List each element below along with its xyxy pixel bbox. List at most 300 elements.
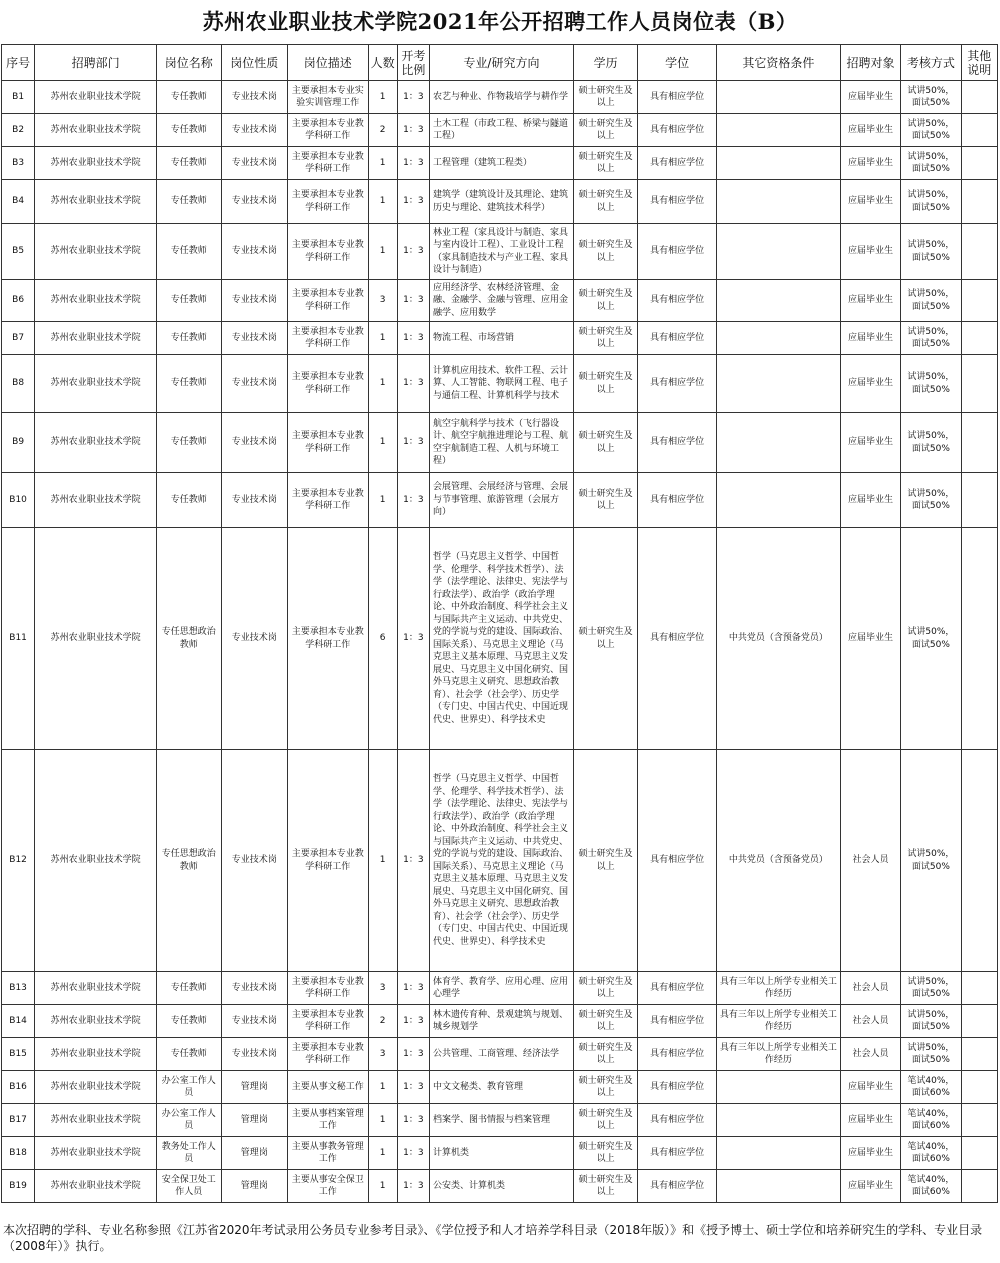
cell-count: 1	[368, 81, 397, 114]
cell-other-requirements	[716, 1104, 840, 1137]
cell-ratio: 1：3	[397, 114, 429, 147]
cell-assessment: 笔试40%，面试60%	[901, 1170, 961, 1203]
cell-degree: 具有相应学位	[638, 355, 717, 413]
cell-description: 主要承担本专业教学科研工作	[287, 180, 368, 224]
cell-education: 硕士研究生及以上	[573, 1137, 637, 1170]
page-title: 苏州农业职业技术学院2021年公开招聘工作人员岗位表（B）	[202, 9, 798, 34]
cell-other-requirements	[716, 114, 840, 147]
cell-dept: 苏州农业职业技术学院	[35, 114, 157, 147]
cell-dept: 苏州农业职业技术学院	[35, 355, 157, 413]
header-cell: 招聘对象	[840, 45, 900, 81]
cell-other-requirements	[716, 355, 840, 413]
cell-id: B4	[2, 180, 35, 224]
cell-assessment: 试讲50%，面试50%	[901, 528, 961, 750]
cell-position: 专任教师	[157, 147, 221, 180]
cell-major: 土木工程（市政工程、桥梁与隧道工程）	[429, 114, 573, 147]
cell-position: 办公室工作人员	[157, 1104, 221, 1137]
cell-position: 专任教师	[157, 81, 221, 114]
cell-assessment: 试讲50%，面试50%	[901, 114, 961, 147]
cell-target: 应届毕业生	[840, 180, 900, 224]
cell-position: 专任教师	[157, 413, 221, 473]
cell-nature: 专业技术岗	[221, 355, 287, 413]
cell-note	[961, 280, 997, 322]
cell-note	[961, 1071, 997, 1104]
cell-id: B11	[2, 528, 35, 750]
cell-target: 应届毕业生	[840, 114, 900, 147]
cell-major: 航空宇航科学与技术（飞行器设计、航空宇航推进理论与工程、航空宇航制造工程、人机与环境工程）	[429, 413, 573, 473]
cell-major: 公安类、计算机类	[429, 1170, 573, 1203]
cell-position: 安全保卫处工作人员	[157, 1170, 221, 1203]
cell-target: 应届毕业生	[840, 413, 900, 473]
cell-id: B17	[2, 1104, 35, 1137]
cell-dept: 苏州农业职业技术学院	[35, 972, 157, 1005]
cell-ratio: 1：3	[397, 1170, 429, 1203]
cell-description: 主要承担本专业教学科研工作	[287, 114, 368, 147]
cell-degree: 具有相应学位	[638, 322, 717, 355]
cell-ratio: 1：3	[397, 81, 429, 114]
cell-degree: 具有相应学位	[638, 1137, 717, 1170]
header-cell: 学位	[638, 45, 717, 81]
cell-education: 硕士研究生及以上	[573, 322, 637, 355]
cell-assessment: 试讲50%，面试50%	[901, 81, 961, 114]
cell-assessment: 试讲50%，面试50%	[901, 1005, 961, 1038]
cell-education: 硕士研究生及以上	[573, 413, 637, 473]
cell-education: 硕士研究生及以上	[573, 1104, 637, 1137]
cell-assessment: 笔试40%，面试60%	[901, 1104, 961, 1137]
cell-major: 农艺与种业、作物栽培学与耕作学	[429, 81, 573, 114]
cell-id: B18	[2, 1137, 35, 1170]
cell-major: 林业工程（家具设计与制造、家具与室内设计工程）、工业设计工程（家具制造技术与产业工程、家具设计与制造）	[429, 224, 573, 280]
cell-major: 应用经济学、农林经济管理、金融、金融学、金融与管理、应用金融学、应用数学	[429, 280, 573, 322]
cell-education: 硕士研究生及以上	[573, 81, 637, 114]
cell-assessment: 试讲50%，面试50%	[901, 972, 961, 1005]
cell-id: B2	[2, 114, 35, 147]
cell-note	[961, 1005, 997, 1038]
cell-id: B6	[2, 280, 35, 322]
cell-ratio: 1：3	[397, 972, 429, 1005]
cell-description: 主要承担本专业教学科研工作	[287, 1005, 368, 1038]
table-row	[2, 147, 998, 180]
header-cell: 招聘部门	[35, 45, 157, 81]
cell-count: 1	[368, 224, 397, 280]
cell-nature: 专业技术岗	[221, 750, 287, 972]
cell-other-requirements: 具有三年以上所学专业相关工作经历	[716, 1005, 840, 1038]
cell-degree: 具有相应学位	[638, 180, 717, 224]
table-row	[2, 413, 998, 473]
cell-ratio: 1：3	[397, 147, 429, 180]
cell-degree: 具有相应学位	[638, 1071, 717, 1104]
cell-count: 1	[368, 750, 397, 972]
cell-dept: 苏州农业职业技术学院	[35, 224, 157, 280]
cell-dept: 苏州农业职业技术学院	[35, 180, 157, 224]
cell-count: 1	[368, 1170, 397, 1203]
cell-id: B3	[2, 147, 35, 180]
cell-assessment: 笔试40%，面试60%	[901, 1137, 961, 1170]
cell-count: 3	[368, 1038, 397, 1071]
cell-nature: 专业技术岗	[221, 1038, 287, 1071]
table-row	[2, 1005, 998, 1038]
cell-education: 硕士研究生及以上	[573, 1005, 637, 1038]
cell-note	[961, 528, 997, 750]
cell-description: 主要承担本专业教学科研工作	[287, 322, 368, 355]
cell-assessment: 试讲50%，面试50%	[901, 750, 961, 972]
cell-id: B7	[2, 322, 35, 355]
cell-other-requirements: 中共党员（含预备党员）	[716, 528, 840, 750]
cell-degree: 具有相应学位	[638, 1104, 717, 1137]
cell-id: B13	[2, 972, 35, 1005]
cell-ratio: 1：3	[397, 322, 429, 355]
cell-degree: 具有相应学位	[638, 81, 717, 114]
cell-major: 体育学、教育学、应用心理、应用心理学	[429, 972, 573, 1005]
cell-count: 2	[368, 114, 397, 147]
cell-major: 公共管理、工商管理、经济法学	[429, 1038, 573, 1071]
cell-nature: 管理岗	[221, 1104, 287, 1137]
cell-position: 专任教师	[157, 322, 221, 355]
cell-assessment: 试讲50%，面试50%	[901, 224, 961, 280]
cell-target: 应届毕业生	[840, 528, 900, 750]
cell-target: 应届毕业生	[840, 1104, 900, 1137]
cell-major: 物流工程、市场营销	[429, 322, 573, 355]
cell-other-requirements	[716, 180, 840, 224]
cell-description: 主要从事教务管理工作	[287, 1137, 368, 1170]
cell-description: 主要承担本专业教学科研工作	[287, 972, 368, 1005]
cell-nature: 管理岗	[221, 1170, 287, 1203]
cell-position: 专任教师	[157, 972, 221, 1005]
cell-description: 主要承担本专业教学科研工作	[287, 1038, 368, 1071]
cell-dept: 苏州农业职业技术学院	[35, 322, 157, 355]
header-cell: 其它资格条件	[716, 45, 840, 81]
cell-description: 主要承担本专业教学科研工作	[287, 147, 368, 180]
header-cell: 人数	[368, 45, 397, 81]
header-cell: 开考比例	[397, 45, 429, 81]
cell-dept: 苏州农业职业技术学院	[35, 1170, 157, 1203]
cell-degree: 具有相应学位	[638, 413, 717, 473]
cell-other-requirements	[716, 280, 840, 322]
cell-education: 硕士研究生及以上	[573, 1071, 637, 1104]
cell-id: B16	[2, 1071, 35, 1104]
header-row	[2, 45, 998, 81]
cell-dept: 苏州农业职业技术学院	[35, 528, 157, 750]
header-cell: 岗位名称	[157, 45, 221, 81]
cell-id: B9	[2, 413, 35, 473]
cell-degree: 具有相应学位	[638, 473, 717, 528]
cell-description: 主要从事文秘工作	[287, 1071, 368, 1104]
cell-description: 主要从事安全保卫工作	[287, 1170, 368, 1203]
cell-note	[961, 972, 997, 1005]
cell-nature: 专业技术岗	[221, 180, 287, 224]
cell-dept: 苏州农业职业技术学院	[35, 473, 157, 528]
cell-target: 应届毕业生	[840, 322, 900, 355]
cell-id: B19	[2, 1170, 35, 1203]
cell-id: B1	[2, 81, 35, 114]
header-cell: 岗位性质	[221, 45, 287, 81]
cell-ratio: 1：3	[397, 1137, 429, 1170]
cell-count: 1	[368, 355, 397, 413]
cell-major: 林木遗传育种、景观建筑与规划、城乡规划学	[429, 1005, 573, 1038]
cell-count: 1	[368, 180, 397, 224]
header-cell: 其他说明	[961, 45, 997, 81]
cell-ratio: 1：3	[397, 180, 429, 224]
cell-other-requirements	[716, 1071, 840, 1104]
cell-ratio: 1：3	[397, 413, 429, 473]
cell-education: 硕士研究生及以上	[573, 180, 637, 224]
cell-other-requirements	[716, 1137, 840, 1170]
cell-ratio: 1：3	[397, 528, 429, 750]
table-row	[2, 528, 998, 750]
cell-nature: 专业技术岗	[221, 114, 287, 147]
cell-note	[961, 114, 997, 147]
cell-assessment: 试讲50%，面试50%	[901, 473, 961, 528]
cell-description: 主要承担本专业教学科研工作	[287, 280, 368, 322]
table-row	[2, 473, 998, 528]
cell-count: 1	[368, 322, 397, 355]
cell-note	[961, 1104, 997, 1137]
cell-dept: 苏州农业职业技术学院	[35, 750, 157, 972]
cell-degree: 具有相应学位	[638, 972, 717, 1005]
cell-nature: 专业技术岗	[221, 147, 287, 180]
header-cell: 岗位描述	[287, 45, 368, 81]
cell-degree: 具有相应学位	[638, 750, 717, 972]
table-row	[2, 1170, 998, 1203]
cell-nature: 专业技术岗	[221, 972, 287, 1005]
cell-education: 硕士研究生及以上	[573, 114, 637, 147]
header-cell: 考核方式	[901, 45, 961, 81]
cell-position: 专任教师	[157, 224, 221, 280]
cell-ratio: 1：3	[397, 1104, 429, 1137]
cell-other-requirements	[716, 473, 840, 528]
cell-target: 应届毕业生	[840, 81, 900, 114]
cell-target: 应届毕业生	[840, 147, 900, 180]
cell-degree: 具有相应学位	[638, 114, 717, 147]
table-row	[2, 180, 998, 224]
table-row	[2, 972, 998, 1005]
cell-dept: 苏州农业职业技术学院	[35, 1071, 157, 1104]
cell-education: 硕士研究生及以上	[573, 355, 637, 413]
cell-note	[961, 322, 997, 355]
cell-note	[961, 473, 997, 528]
cell-degree: 具有相应学位	[638, 147, 717, 180]
cell-id: B10	[2, 473, 35, 528]
cell-nature: 管理岗	[221, 1137, 287, 1170]
table-row	[2, 224, 998, 280]
cell-major: 会展管理、会展经济与管理、会展与节事管理、旅游管理（会展方向）	[429, 473, 573, 528]
footnote: 本次招聘的学科、专业名称参照《江苏省2020年考试录用公务员专业参考目录》、《学位授予和人才培养学科目录（2018年版）》和《授予博士、硕士学位和培养研究生的学科、专业目录（2008年）》执行。	[3, 1223, 983, 1253]
cell-description: 主要承担本专业教学科研工作	[287, 355, 368, 413]
cell-degree: 具有相应学位	[638, 1005, 717, 1038]
table-row	[2, 114, 998, 147]
cell-position: 专任教师	[157, 355, 221, 413]
cell-ratio: 1：3	[397, 355, 429, 413]
cell-nature: 专业技术岗	[221, 413, 287, 473]
cell-major: 建筑学（建筑设计及其理论、建筑历史与理论、建筑技术科学）	[429, 180, 573, 224]
cell-description: 主要承担本专业教学科研工作	[287, 528, 368, 750]
cell-position: 专任思想政治教师	[157, 750, 221, 972]
table-row	[2, 355, 998, 413]
cell-position: 专任教师	[157, 180, 221, 224]
table-row	[2, 1137, 998, 1170]
cell-target: 社会人员	[840, 972, 900, 1005]
cell-target: 应届毕业生	[840, 355, 900, 413]
cell-assessment: 笔试40%，面试60%	[901, 1071, 961, 1104]
cell-note	[961, 81, 997, 114]
cell-note	[961, 355, 997, 413]
cell-assessment: 试讲50%，面试50%	[901, 147, 961, 180]
cell-other-requirements	[716, 224, 840, 280]
cell-education: 硕士研究生及以上	[573, 224, 637, 280]
table-row	[2, 1104, 998, 1137]
cell-assessment: 试讲50%，面试50%	[901, 355, 961, 413]
cell-count: 1	[368, 413, 397, 473]
cell-assessment: 试讲50%，面试50%	[901, 322, 961, 355]
cell-major: 计算机类	[429, 1137, 573, 1170]
cell-other-requirements	[716, 322, 840, 355]
cell-dept: 苏州农业职业技术学院	[35, 1038, 157, 1071]
cell-position: 专任教师	[157, 114, 221, 147]
cell-count: 2	[368, 1005, 397, 1038]
table-row	[2, 1071, 998, 1104]
cell-degree: 具有相应学位	[638, 1170, 717, 1203]
cell-education: 硕士研究生及以上	[573, 972, 637, 1005]
header-cell: 专业/研究方向	[429, 45, 573, 81]
cell-count: 3	[368, 280, 397, 322]
cell-note	[961, 1170, 997, 1203]
cell-other-requirements	[716, 81, 840, 114]
cell-target: 社会人员	[840, 1005, 900, 1038]
cell-ratio: 1：3	[397, 473, 429, 528]
cell-major: 计算机应用技术、软件工程、云计算、人工智能、物联网工程、电子与通信工程、计算机科学与技术	[429, 355, 573, 413]
table-row	[2, 81, 998, 114]
table-row	[2, 1038, 998, 1071]
cell-major: 档案学、图书情报与档案管理	[429, 1104, 573, 1137]
cell-other-requirements: 具有三年以上所学专业相关工作经历	[716, 972, 840, 1005]
cell-nature: 专业技术岗	[221, 81, 287, 114]
header-cell: 序号	[2, 45, 35, 81]
cell-nature: 专业技术岗	[221, 280, 287, 322]
cell-position: 教务处工作人员	[157, 1137, 221, 1170]
cell-description: 主要承担本专业教学科研工作	[287, 413, 368, 473]
cell-dept: 苏州农业职业技术学院	[35, 1137, 157, 1170]
cell-target: 应届毕业生	[840, 280, 900, 322]
cell-position: 专任教师	[157, 473, 221, 528]
cell-target: 应届毕业生	[840, 473, 900, 528]
cell-id: B8	[2, 355, 35, 413]
cell-nature: 专业技术岗	[221, 224, 287, 280]
positions-table	[1, 44, 998, 1203]
cell-nature: 管理岗	[221, 1071, 287, 1104]
cell-count: 3	[368, 972, 397, 1005]
cell-description: 主要承担本专业教学科研工作	[287, 224, 368, 280]
cell-target: 应届毕业生	[840, 1071, 900, 1104]
cell-id: B14	[2, 1005, 35, 1038]
cell-count: 6	[368, 528, 397, 750]
cell-target: 应届毕业生	[840, 1137, 900, 1170]
cell-target: 社会人员	[840, 1038, 900, 1071]
cell-degree: 具有相应学位	[638, 1038, 717, 1071]
cell-education: 硕士研究生及以上	[573, 1170, 637, 1203]
cell-dept: 苏州农业职业技术学院	[35, 280, 157, 322]
cell-dept: 苏州农业职业技术学院	[35, 81, 157, 114]
cell-nature: 专业技术岗	[221, 322, 287, 355]
cell-major: 工程管理（建筑工程类）	[429, 147, 573, 180]
cell-ratio: 1：3	[397, 1005, 429, 1038]
cell-ratio: 1：3	[397, 750, 429, 972]
cell-position: 专任思想政治教师	[157, 528, 221, 750]
cell-count: 1	[368, 1104, 397, 1137]
cell-education: 硕士研究生及以上	[573, 147, 637, 180]
cell-id: B15	[2, 1038, 35, 1071]
cell-count: 1	[368, 473, 397, 528]
table-row	[2, 750, 998, 972]
cell-target: 社会人员	[840, 750, 900, 972]
cell-dept: 苏州农业职业技术学院	[35, 413, 157, 473]
cell-other-requirements: 中共党员（含预备党员）	[716, 750, 840, 972]
cell-count: 1	[368, 147, 397, 180]
cell-description: 主要承担本专业实验实训管理工作	[287, 81, 368, 114]
cell-dept: 苏州农业职业技术学院	[35, 1104, 157, 1137]
cell-note	[961, 1137, 997, 1170]
cell-major: 中文文秘类、教育管理	[429, 1071, 573, 1104]
cell-note	[961, 224, 997, 280]
cell-position: 专任教师	[157, 1038, 221, 1071]
cell-degree: 具有相应学位	[638, 280, 717, 322]
cell-education: 硕士研究生及以上	[573, 750, 637, 972]
cell-id: B12	[2, 750, 35, 972]
cell-nature: 专业技术岗	[221, 528, 287, 750]
cell-ratio: 1：3	[397, 1038, 429, 1071]
cell-position: 办公室工作人员	[157, 1071, 221, 1104]
cell-ratio: 1：3	[397, 280, 429, 322]
cell-note	[961, 1038, 997, 1071]
cell-target: 应届毕业生	[840, 1170, 900, 1203]
cell-other-requirements	[716, 413, 840, 473]
cell-assessment: 试讲50%，面试50%	[901, 1038, 961, 1071]
cell-education: 硕士研究生及以上	[573, 280, 637, 322]
cell-description: 主要从事档案管理工作	[287, 1104, 368, 1137]
cell-other-requirements: 具有三年以上所学专业相关工作经历	[716, 1038, 840, 1071]
cell-assessment: 试讲50%，面试50%	[901, 180, 961, 224]
cell-major: 哲学（马克思主义哲学、中国哲学、伦理学、科学技术哲学）、法学（法学理论、法律史、宪法学与行政法学）、政治学（政治学理论、中外政治制度、科学社会主义与国际共产主义运动、中共党史、党的学说与党的建设、国际政治、国际关系）、马克思主义理论（马克思主义基本原理、马克思主义发展史、马克思主义中国化研究、国外马克思主义研究、思想政治教育）、社会学（社会学）、历史学（专门史、中国古代史、中国近现代史、世界史）、科学技术史	[429, 750, 573, 972]
cell-note	[961, 180, 997, 224]
cell-dept: 苏州农业职业技术学院	[35, 1005, 157, 1038]
cell-education: 硕士研究生及以上	[573, 528, 637, 750]
cell-count: 1	[368, 1137, 397, 1170]
cell-description: 主要承担本专业教学科研工作	[287, 473, 368, 528]
cell-nature: 专业技术岗	[221, 473, 287, 528]
cell-education: 硕士研究生及以上	[573, 1038, 637, 1071]
cell-degree: 具有相应学位	[638, 224, 717, 280]
cell-other-requirements	[716, 147, 840, 180]
cell-dept: 苏州农业职业技术学院	[35, 147, 157, 180]
cell-target: 应届毕业生	[840, 224, 900, 280]
cell-major: 哲学（马克思主义哲学、中国哲学、伦理学、科学技术哲学）、法学（法学理论、法律史、宪法学与行政法学）、政治学（政治学理论、中外政治制度、科学社会主义与国际共产主义运动、中共党史、党的学说与党的建设、国际政治、国际关系）、马克思主义理论（马克思主义基本原理、马克思主义发展史、马克思主义中国化研究、国外马克思主义研究、思想政治教育）、社会学（社会学）、历史学（专门史、中国古代史、中国近现代史、世界史）、科学技术史	[429, 528, 573, 750]
cell-position: 专任教师	[157, 1005, 221, 1038]
cell-other-requirements	[716, 1170, 840, 1203]
table-row	[2, 280, 998, 322]
cell-note	[961, 413, 997, 473]
cell-assessment: 试讲50%，面试50%	[901, 280, 961, 322]
cell-position: 专任教师	[157, 280, 221, 322]
cell-ratio: 1：3	[397, 1071, 429, 1104]
cell-description: 主要承担本专业教学科研工作	[287, 750, 368, 972]
cell-ratio: 1：3	[397, 224, 429, 280]
header-cell: 学历	[573, 45, 637, 81]
cell-note	[961, 147, 997, 180]
cell-nature: 专业技术岗	[221, 1005, 287, 1038]
cell-note	[961, 750, 997, 972]
cell-id: B5	[2, 224, 35, 280]
cell-degree: 具有相应学位	[638, 528, 717, 750]
cell-assessment: 试讲50%，面试50%	[901, 413, 961, 473]
